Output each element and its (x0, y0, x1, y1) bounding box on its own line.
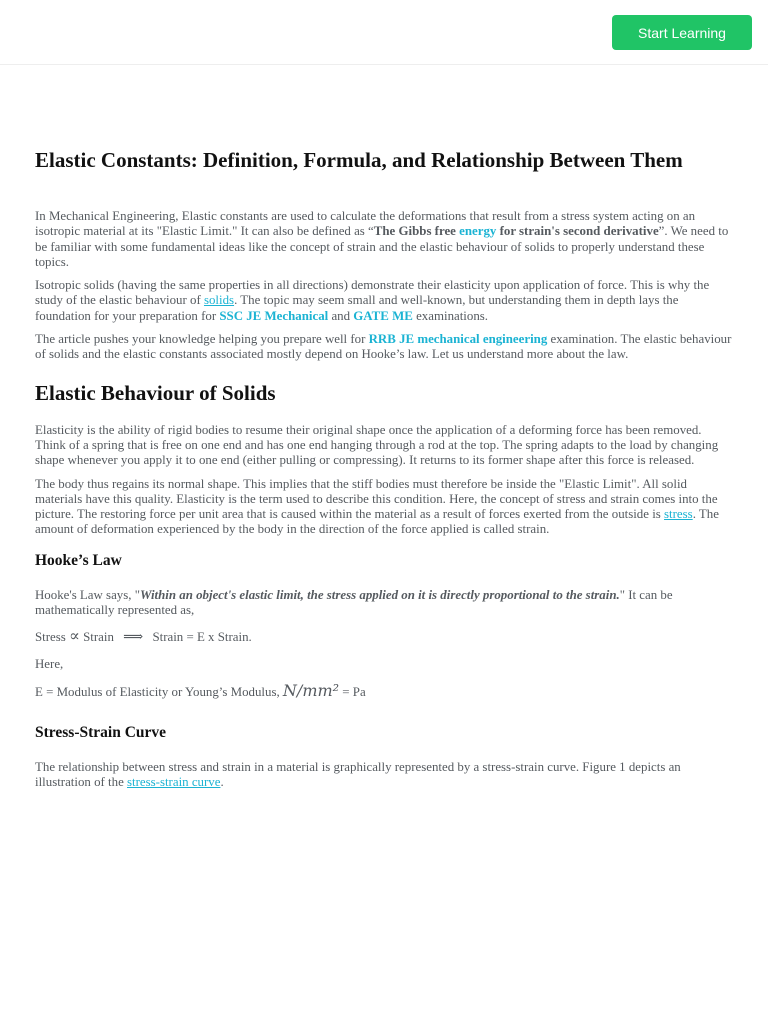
hookes-law-formula: Stress ∝ Strain ⟹ Strain = E x Strain. (35, 628, 252, 646)
elasticity-paragraph-2: The body thus regains its normal shape. This implies that the stiff bodies must therefore be inside the "Elastic Limit". All solid materials have this quality. Elasticity is the term used to describe this condition. Here, the concept of stress and strain comes into the picture. The restoring force per unit area that is caused within the material as a result of forces exerted from the outside is stress. The amount of deformation experienced by the body in the direction of the force applied is called strain. (35, 476, 719, 537)
rrb-je-link[interactable]: RRB JE mechanical engineering (368, 332, 548, 347)
article (35, 145, 735, 799)
energy-link[interactable]: energy (459, 224, 497, 239)
hookes-law-paragraph: Hooke's Law says, "Within an object's elastic limit, the stress applied on it is directly proportional to the strain." It can be mathematically represented as, (35, 587, 673, 618)
article-title: Elastic Constants: Definition, Formula, and Relationship Between Them (35, 148, 683, 172)
intro-paragraph-1: In Mechanical Engineering, Elastic constants are used to calculate the deformations that result from a stress system acting on an isotropic material at its "Elastic Limit." It can also be defined as “The Gibbs free energy for strain's second derivative”. We need to be familiar with some fundamental ideas like the concept of strain and the elastic behaviour of solids to properly understand these topics. (35, 209, 729, 269)
top-bar (0, 0, 768, 65)
solids-link[interactable]: solids (203, 293, 235, 308)
here-label: Here, (35, 657, 64, 672)
intro-paragraph-3: The article pushes your knowledge helping you prepare well for RRB JE mechanical engineering examination. The elastic behaviour of solids and the elastic constants associated mostly depend on Hooke’s law. Let us understand more about the law. (35, 332, 732, 362)
section-heading-stress-strain-curve: Stress-Strain Curve (35, 723, 167, 741)
start-learning-button[interactable]: Start Learning (612, 15, 752, 50)
modulus-definition: E = Modulus of Elasticity or Young’s Modulus, N/mm² = Pa (35, 680, 366, 700)
units-formula: N/mm² (282, 680, 340, 700)
gate-me-link[interactable]: GATE ME (353, 308, 413, 323)
section-heading-elastic-behaviour: Elastic Behaviour of Solids (35, 380, 276, 405)
section-heading-hookes-law: Hooke’s Law (35, 551, 122, 569)
ssc-je-mechanical-link[interactable]: SSC JE Mechanical (219, 308, 329, 323)
implies-arrow-icon: ⟹ (123, 630, 144, 646)
stress-strain-curve-link[interactable]: stress-strain curve (127, 775, 221, 790)
stress-strain-paragraph: The relationship between stress and strain in a material is graphically represented by a stress-strain curve. Figure 1 depicts an illustration of the stress-strain curve. (35, 759, 681, 790)
proportional-symbol: ∝ (69, 628, 80, 646)
stress-link[interactable]: stress (664, 507, 693, 522)
intro-paragraph-2: Isotropic solids (having the same properties in all directions) demonstrate their elasticity upon application of force. This is why the study of the elastic behaviour of solids. The topic may seem small and well-known, but understanding them in depth lays the foundation for your preparation for SSC JE Mechanical and GATE ME examinations. (35, 278, 710, 323)
elasticity-paragraph-1: Elasticity is the ability of rigid bodies to resume their original shape once the application of a deforming force has been removed. Think of a spring that is free on one end and has one end hanging through a rod at the top. The spring adapts to the load by changing shape whenever you apply it to one end (either pulling or compressing). It returns to its former shape after this force is released. (35, 422, 719, 468)
